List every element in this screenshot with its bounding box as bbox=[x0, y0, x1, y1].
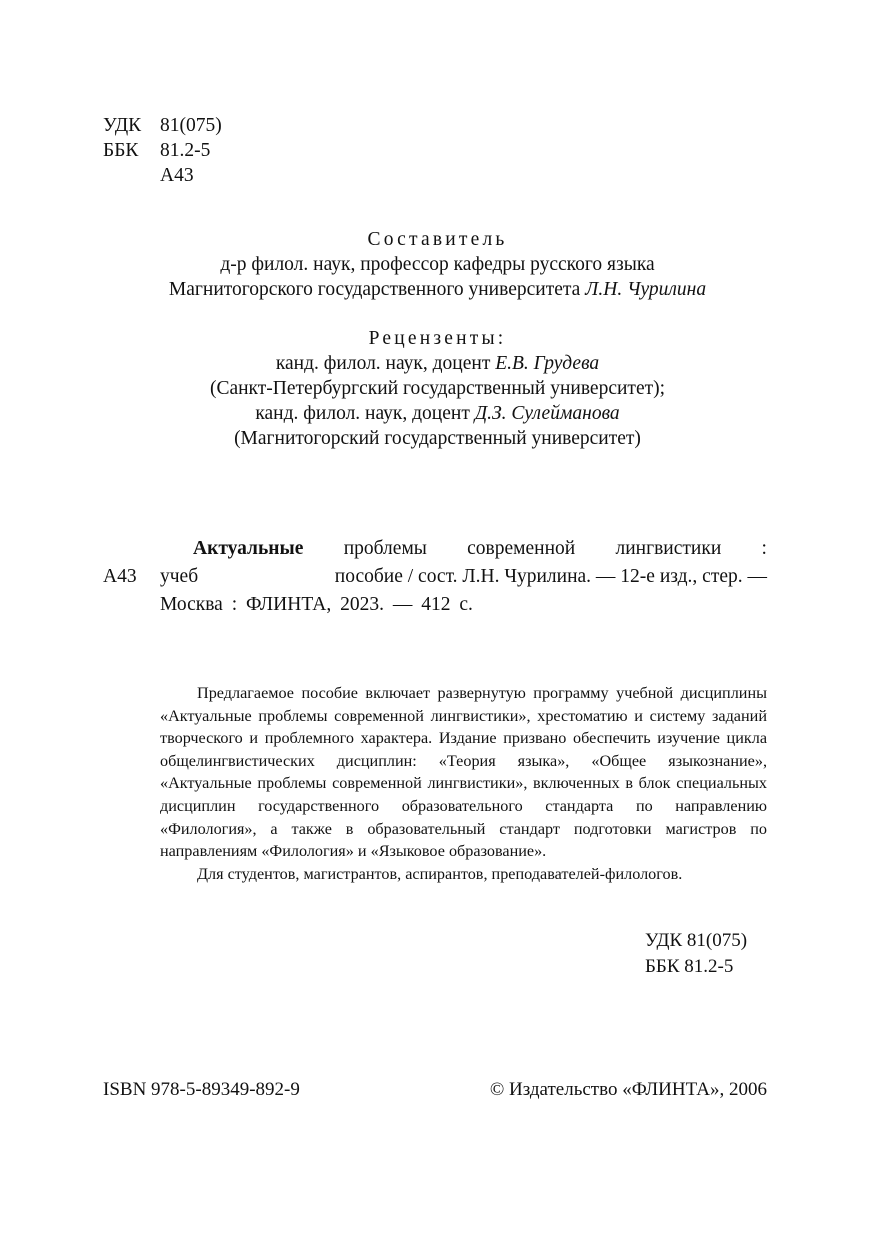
footer bbox=[103, 1077, 767, 1103]
bib-line-1 bbox=[193, 536, 767, 562]
bbk-value: 81.2-5 bbox=[160, 140, 211, 161]
bottom-bbk: ББК 81.2-5 bbox=[645, 956, 734, 977]
bib-line-2 bbox=[160, 564, 767, 590]
bib-word: пособие / сост. Л.Н. Чурилина. — 12-е изд., стер. — bbox=[334, 566, 767, 587]
bib-word: лингвистики bbox=[615, 538, 722, 559]
reviewers-heading: Рецензенты: bbox=[368, 328, 507, 349]
bib-word: : bbox=[761, 538, 767, 559]
bib-line-3: Москва : ФЛИНТА, 2023. — 412 с. bbox=[160, 594, 473, 615]
compiler-affiliation bbox=[0, 278, 875, 302]
bib-title-keyword: Актуальные bbox=[193, 538, 304, 559]
reviewer-2-name: Д.З. Сулейманова bbox=[474, 403, 620, 424]
audience-paragraph: Для студентов, магистрантов, аспирантов, преподавателей-филологов. bbox=[197, 864, 683, 883]
reviewer-1 bbox=[0, 352, 875, 376]
author-sign: А43 bbox=[160, 165, 194, 186]
reviewer-1-degree: канд. филол. наук, доцент bbox=[275, 353, 491, 374]
isbn: ISBN 978-5-89349-892-9 bbox=[103, 1079, 300, 1100]
bib-author-sign: А43 bbox=[103, 566, 137, 587]
reviewer-2 bbox=[0, 402, 875, 426]
compiler-university: Магнитогорского государственного университета bbox=[168, 279, 581, 300]
compiler-degree: д-р филол. наук, профессор кафедры русского языка bbox=[220, 254, 655, 275]
bib-word: учеб bbox=[160, 566, 199, 587]
bib-word: проблемы bbox=[343, 538, 427, 559]
compiler-heading: Составитель bbox=[367, 229, 508, 250]
copyright: © Издательство «ФЛИНТА», 2006 bbox=[489, 1079, 767, 1100]
reviewer-2-affiliation: (Магнитогорский государственный университет) bbox=[234, 428, 641, 449]
annotation-paragraph: Предлагаемое пособие включает развернутую программу учебной дисциплины «Актуальные проблемы современной лингвистики», хрестоматию и систему заданий творческого и проблемного характера. Издание призвано обеспечить изучение цикла общелингвистических дисциплин: «Теория языка», «Общее языкознание», «Актуальные проблемы современной лингвистики», включенных в блок специальных дисциплин государственного образовательного стандарта по направлению «Филология», а также в образовательный стандарт подготовки магистров по направлениям «Филология» и «Языковое образование». bbox=[160, 684, 767, 861]
reviewer-1-affiliation: (Санкт-Петербургский государственный университет); bbox=[209, 378, 666, 399]
annotation bbox=[160, 682, 767, 885]
reviewer-1-name: Е.В. Грудева bbox=[495, 353, 600, 374]
udk-value: 81(075) bbox=[160, 115, 222, 136]
reviewer-2-degree: канд. филол. наук, доцент bbox=[255, 403, 470, 424]
bottom-udk: УДК 81(075) bbox=[645, 930, 748, 951]
udk-label: УДК bbox=[103, 115, 142, 136]
compiler-name: Л.Н. Чурилина bbox=[585, 279, 707, 300]
bbk-label: ББК bbox=[103, 140, 139, 161]
bib-word: современной bbox=[467, 538, 576, 559]
